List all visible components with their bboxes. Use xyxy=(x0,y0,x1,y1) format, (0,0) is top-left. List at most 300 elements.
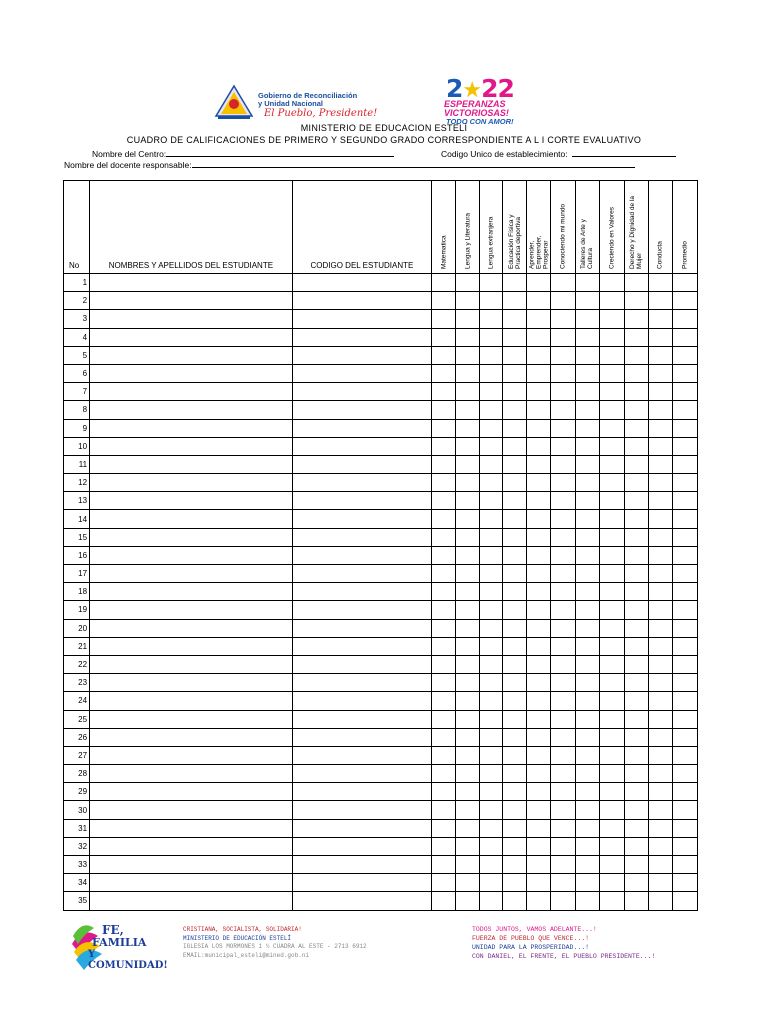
grade-cell-8[interactable] xyxy=(624,510,648,528)
grade-cell-1[interactable] xyxy=(456,637,480,655)
grade-cell-9[interactable] xyxy=(648,292,672,310)
student-code-cell[interactable] xyxy=(292,819,431,837)
grade-cell-10[interactable] xyxy=(672,474,697,492)
grade-cell-0[interactable] xyxy=(432,583,456,601)
grade-cell-0[interactable] xyxy=(432,746,456,764)
grade-cell-1[interactable] xyxy=(456,619,480,637)
grade-cell-2[interactable] xyxy=(480,637,503,655)
grade-cell-4[interactable] xyxy=(527,310,551,328)
grade-cell-4[interactable] xyxy=(527,274,551,292)
grade-cell-1[interactable] xyxy=(456,765,480,783)
grade-cell-4[interactable] xyxy=(527,455,551,473)
student-name-cell[interactable] xyxy=(90,364,293,382)
grade-cell-0[interactable] xyxy=(432,274,456,292)
grade-cell-8[interactable] xyxy=(624,892,648,910)
grade-cell-10[interactable] xyxy=(672,692,697,710)
grade-cell-9[interactable] xyxy=(648,565,672,583)
grade-cell-1[interactable] xyxy=(456,292,480,310)
student-name-cell[interactable] xyxy=(90,528,293,546)
grade-cell-8[interactable] xyxy=(624,419,648,437)
grade-cell-3[interactable] xyxy=(503,765,527,783)
grade-cell-10[interactable] xyxy=(672,292,697,310)
grade-cell-0[interactable] xyxy=(432,419,456,437)
student-name-cell[interactable] xyxy=(90,746,293,764)
grade-cell-0[interactable] xyxy=(432,346,456,364)
student-name-cell[interactable] xyxy=(90,728,293,746)
grade-cell-4[interactable] xyxy=(527,728,551,746)
grade-cell-1[interactable] xyxy=(456,892,480,910)
grade-cell-8[interactable] xyxy=(624,292,648,310)
grade-cell-6[interactable] xyxy=(575,801,599,819)
grade-cell-0[interactable] xyxy=(432,364,456,382)
grade-cell-4[interactable] xyxy=(527,601,551,619)
grade-cell-9[interactable] xyxy=(648,856,672,874)
grade-cell-4[interactable] xyxy=(527,328,551,346)
grade-cell-10[interactable] xyxy=(672,510,697,528)
student-code-cell[interactable] xyxy=(292,510,431,528)
grade-cell-5[interactable] xyxy=(551,383,575,401)
grade-cell-5[interactable] xyxy=(551,474,575,492)
student-code-cell[interactable] xyxy=(292,637,431,655)
grade-cell-6[interactable] xyxy=(575,692,599,710)
grade-cell-3[interactable] xyxy=(503,746,527,764)
grade-cell-2[interactable] xyxy=(480,874,503,892)
grade-cell-9[interactable] xyxy=(648,819,672,837)
grade-cell-7[interactable] xyxy=(599,310,624,328)
grade-cell-6[interactable] xyxy=(575,546,599,564)
grade-cell-1[interactable] xyxy=(456,528,480,546)
student-code-cell[interactable] xyxy=(292,546,431,564)
grade-cell-2[interactable] xyxy=(480,474,503,492)
grade-cell-6[interactable] xyxy=(575,837,599,855)
student-name-cell[interactable] xyxy=(90,619,293,637)
grade-cell-9[interactable] xyxy=(648,601,672,619)
grade-cell-2[interactable] xyxy=(480,819,503,837)
grade-cell-3[interactable] xyxy=(503,328,527,346)
grade-cell-8[interactable] xyxy=(624,601,648,619)
student-name-cell[interactable] xyxy=(90,565,293,583)
grade-cell-0[interactable] xyxy=(432,892,456,910)
student-code-cell[interactable] xyxy=(292,692,431,710)
grade-cell-2[interactable] xyxy=(480,328,503,346)
grade-cell-3[interactable] xyxy=(503,619,527,637)
grade-cell-3[interactable] xyxy=(503,819,527,837)
grade-cell-2[interactable] xyxy=(480,692,503,710)
grade-cell-7[interactable] xyxy=(599,328,624,346)
grade-cell-2[interactable] xyxy=(480,274,503,292)
grade-cell-7[interactable] xyxy=(599,364,624,382)
grade-cell-5[interactable] xyxy=(551,437,575,455)
grade-cell-2[interactable] xyxy=(480,746,503,764)
grade-cell-8[interactable] xyxy=(624,274,648,292)
grade-cell-6[interactable] xyxy=(575,655,599,673)
student-code-cell[interactable] xyxy=(292,274,431,292)
grade-cell-5[interactable] xyxy=(551,455,575,473)
grade-cell-10[interactable] xyxy=(672,565,697,583)
student-code-cell[interactable] xyxy=(292,601,431,619)
student-name-cell[interactable] xyxy=(90,474,293,492)
grade-cell-2[interactable] xyxy=(480,364,503,382)
grade-cell-0[interactable] xyxy=(432,310,456,328)
grade-cell-3[interactable] xyxy=(503,874,527,892)
grade-cell-2[interactable] xyxy=(480,765,503,783)
grade-cell-6[interactable] xyxy=(575,346,599,364)
grade-cell-10[interactable] xyxy=(672,583,697,601)
grade-cell-6[interactable] xyxy=(575,856,599,874)
grade-cell-5[interactable] xyxy=(551,819,575,837)
grade-cell-8[interactable] xyxy=(624,346,648,364)
grade-cell-10[interactable] xyxy=(672,274,697,292)
grade-cell-1[interactable] xyxy=(456,455,480,473)
grade-cell-0[interactable] xyxy=(432,546,456,564)
codigo-field[interactable] xyxy=(572,147,676,157)
grade-cell-2[interactable] xyxy=(480,546,503,564)
grade-cell-1[interactable] xyxy=(456,801,480,819)
grade-cell-9[interactable] xyxy=(648,419,672,437)
grade-cell-7[interactable] xyxy=(599,746,624,764)
grade-cell-4[interactable] xyxy=(527,546,551,564)
grade-cell-3[interactable] xyxy=(503,510,527,528)
grade-cell-5[interactable] xyxy=(551,692,575,710)
student-name-cell[interactable] xyxy=(90,401,293,419)
grade-cell-6[interactable] xyxy=(575,874,599,892)
grade-cell-0[interactable] xyxy=(432,728,456,746)
grade-cell-10[interactable] xyxy=(672,819,697,837)
grade-cell-0[interactable] xyxy=(432,437,456,455)
student-name-cell[interactable] xyxy=(90,801,293,819)
grade-cell-9[interactable] xyxy=(648,837,672,855)
grade-cell-6[interactable] xyxy=(575,892,599,910)
grade-cell-6[interactable] xyxy=(575,783,599,801)
grade-cell-9[interactable] xyxy=(648,801,672,819)
grade-cell-9[interactable] xyxy=(648,637,672,655)
student-code-cell[interactable] xyxy=(292,292,431,310)
student-code-cell[interactable] xyxy=(292,419,431,437)
grade-cell-1[interactable] xyxy=(456,364,480,382)
grade-cell-4[interactable] xyxy=(527,565,551,583)
grade-cell-4[interactable] xyxy=(527,674,551,692)
grade-cell-1[interactable] xyxy=(456,383,480,401)
grade-cell-3[interactable] xyxy=(503,655,527,673)
grade-cell-4[interactable] xyxy=(527,383,551,401)
grade-cell-0[interactable] xyxy=(432,655,456,673)
grade-cell-5[interactable] xyxy=(551,674,575,692)
grade-cell-5[interactable] xyxy=(551,637,575,655)
student-code-cell[interactable] xyxy=(292,328,431,346)
grade-cell-8[interactable] xyxy=(624,637,648,655)
grade-cell-10[interactable] xyxy=(672,801,697,819)
student-code-cell[interactable] xyxy=(292,364,431,382)
grade-cell-7[interactable] xyxy=(599,655,624,673)
grade-cell-5[interactable] xyxy=(551,565,575,583)
grade-cell-7[interactable] xyxy=(599,455,624,473)
grade-cell-10[interactable] xyxy=(672,619,697,637)
grade-cell-0[interactable] xyxy=(432,710,456,728)
student-name-cell[interactable] xyxy=(90,765,293,783)
grade-cell-2[interactable] xyxy=(480,619,503,637)
grade-cell-7[interactable] xyxy=(599,765,624,783)
grade-cell-9[interactable] xyxy=(648,328,672,346)
student-code-cell[interactable] xyxy=(292,492,431,510)
grade-cell-6[interactable] xyxy=(575,492,599,510)
grade-cell-7[interactable] xyxy=(599,874,624,892)
grade-cell-6[interactable] xyxy=(575,310,599,328)
grade-cell-5[interactable] xyxy=(551,892,575,910)
grade-cell-4[interactable] xyxy=(527,437,551,455)
grade-cell-1[interactable] xyxy=(456,510,480,528)
grade-cell-9[interactable] xyxy=(648,583,672,601)
grade-cell-8[interactable] xyxy=(624,619,648,637)
grade-cell-0[interactable] xyxy=(432,801,456,819)
student-name-cell[interactable] xyxy=(90,383,293,401)
grade-cell-4[interactable] xyxy=(527,746,551,764)
grade-cell-7[interactable] xyxy=(599,546,624,564)
grade-cell-8[interactable] xyxy=(624,765,648,783)
grade-cell-4[interactable] xyxy=(527,492,551,510)
grade-cell-0[interactable] xyxy=(432,692,456,710)
grade-cell-7[interactable] xyxy=(599,474,624,492)
grade-cell-4[interactable] xyxy=(527,637,551,655)
student-code-cell[interactable] xyxy=(292,783,431,801)
grade-cell-5[interactable] xyxy=(551,837,575,855)
grade-cell-4[interactable] xyxy=(527,510,551,528)
grade-cell-2[interactable] xyxy=(480,346,503,364)
grade-cell-5[interactable] xyxy=(551,364,575,382)
grade-cell-7[interactable] xyxy=(599,637,624,655)
grade-cell-3[interactable] xyxy=(503,274,527,292)
grade-cell-5[interactable] xyxy=(551,546,575,564)
grade-cell-4[interactable] xyxy=(527,783,551,801)
student-code-cell[interactable] xyxy=(292,583,431,601)
student-code-cell[interactable] xyxy=(292,565,431,583)
grade-cell-3[interactable] xyxy=(503,474,527,492)
grade-cell-5[interactable] xyxy=(551,619,575,637)
grade-cell-5[interactable] xyxy=(551,801,575,819)
grade-cell-2[interactable] xyxy=(480,383,503,401)
grade-cell-4[interactable] xyxy=(527,292,551,310)
grade-cell-9[interactable] xyxy=(648,728,672,746)
grade-cell-1[interactable] xyxy=(456,674,480,692)
grade-cell-3[interactable] xyxy=(503,856,527,874)
student-name-cell[interactable] xyxy=(90,819,293,837)
student-name-cell[interactable] xyxy=(90,674,293,692)
student-code-cell[interactable] xyxy=(292,674,431,692)
grade-cell-8[interactable] xyxy=(624,655,648,673)
student-name-cell[interactable] xyxy=(90,274,293,292)
grade-cell-0[interactable] xyxy=(432,455,456,473)
grade-cell-10[interactable] xyxy=(672,401,697,419)
student-name-cell[interactable] xyxy=(90,492,293,510)
grade-cell-4[interactable] xyxy=(527,856,551,874)
student-name-cell[interactable] xyxy=(90,637,293,655)
grade-cell-7[interactable] xyxy=(599,783,624,801)
grade-cell-5[interactable] xyxy=(551,328,575,346)
grade-cell-7[interactable] xyxy=(599,692,624,710)
student-name-cell[interactable] xyxy=(90,510,293,528)
grade-cell-5[interactable] xyxy=(551,655,575,673)
grade-cell-2[interactable] xyxy=(480,601,503,619)
student-code-cell[interactable] xyxy=(292,856,431,874)
grade-cell-5[interactable] xyxy=(551,746,575,764)
grade-cell-2[interactable] xyxy=(480,674,503,692)
grade-cell-7[interactable] xyxy=(599,674,624,692)
grade-cell-1[interactable] xyxy=(456,728,480,746)
grade-cell-0[interactable] xyxy=(432,819,456,837)
student-code-cell[interactable] xyxy=(292,437,431,455)
grade-cell-9[interactable] xyxy=(648,619,672,637)
grade-cell-6[interactable] xyxy=(575,401,599,419)
grade-cell-3[interactable] xyxy=(503,310,527,328)
grade-cell-10[interactable] xyxy=(672,637,697,655)
grade-cell-10[interactable] xyxy=(672,492,697,510)
grade-cell-5[interactable] xyxy=(551,292,575,310)
grade-cell-3[interactable] xyxy=(503,364,527,382)
student-name-cell[interactable] xyxy=(90,346,293,364)
grade-cell-3[interactable] xyxy=(503,346,527,364)
student-code-cell[interactable] xyxy=(292,746,431,764)
student-name-cell[interactable] xyxy=(90,710,293,728)
student-code-cell[interactable] xyxy=(292,474,431,492)
student-name-cell[interactable] xyxy=(90,583,293,601)
grade-cell-0[interactable] xyxy=(432,765,456,783)
grade-cell-3[interactable] xyxy=(503,292,527,310)
grade-cell-5[interactable] xyxy=(551,765,575,783)
grade-cell-10[interactable] xyxy=(672,710,697,728)
grade-cell-7[interactable] xyxy=(599,346,624,364)
grade-cell-1[interactable] xyxy=(456,492,480,510)
grade-cell-0[interactable] xyxy=(432,383,456,401)
grade-cell-4[interactable] xyxy=(527,346,551,364)
grade-cell-9[interactable] xyxy=(648,401,672,419)
grade-cell-8[interactable] xyxy=(624,710,648,728)
grade-cell-1[interactable] xyxy=(456,601,480,619)
grade-cell-2[interactable] xyxy=(480,655,503,673)
grade-cell-3[interactable] xyxy=(503,783,527,801)
grade-cell-8[interactable] xyxy=(624,692,648,710)
grade-cell-4[interactable] xyxy=(527,801,551,819)
grade-cell-2[interactable] xyxy=(480,783,503,801)
grade-cell-9[interactable] xyxy=(648,274,672,292)
grade-cell-7[interactable] xyxy=(599,292,624,310)
grade-cell-9[interactable] xyxy=(648,783,672,801)
grade-cell-7[interactable] xyxy=(599,710,624,728)
grade-cell-8[interactable] xyxy=(624,364,648,382)
grade-cell-2[interactable] xyxy=(480,856,503,874)
grade-cell-1[interactable] xyxy=(456,856,480,874)
student-name-cell[interactable] xyxy=(90,837,293,855)
grade-cell-9[interactable] xyxy=(648,383,672,401)
grade-cell-8[interactable] xyxy=(624,583,648,601)
grade-cell-3[interactable] xyxy=(503,401,527,419)
grade-cell-6[interactable] xyxy=(575,455,599,473)
grade-cell-3[interactable] xyxy=(503,692,527,710)
grade-cell-10[interactable] xyxy=(672,346,697,364)
grade-cell-10[interactable] xyxy=(672,674,697,692)
grade-cell-3[interactable] xyxy=(503,528,527,546)
grade-cell-6[interactable] xyxy=(575,437,599,455)
grade-cell-6[interactable] xyxy=(575,292,599,310)
grade-cell-1[interactable] xyxy=(456,546,480,564)
grade-cell-9[interactable] xyxy=(648,437,672,455)
grade-cell-3[interactable] xyxy=(503,637,527,655)
grade-cell-7[interactable] xyxy=(599,892,624,910)
student-name-cell[interactable] xyxy=(90,328,293,346)
grade-cell-8[interactable] xyxy=(624,565,648,583)
grade-cell-6[interactable] xyxy=(575,601,599,619)
student-code-cell[interactable] xyxy=(292,455,431,473)
grade-cell-1[interactable] xyxy=(456,655,480,673)
docente-field[interactable] xyxy=(192,158,635,168)
grade-cell-9[interactable] xyxy=(648,765,672,783)
grade-cell-10[interactable] xyxy=(672,310,697,328)
grade-cell-6[interactable] xyxy=(575,819,599,837)
grade-cell-0[interactable] xyxy=(432,492,456,510)
grade-cell-8[interactable] xyxy=(624,783,648,801)
grade-cell-3[interactable] xyxy=(503,492,527,510)
grade-cell-2[interactable] xyxy=(480,455,503,473)
grade-cell-2[interactable] xyxy=(480,583,503,601)
grade-cell-9[interactable] xyxy=(648,655,672,673)
student-name-cell[interactable] xyxy=(90,856,293,874)
student-code-cell[interactable] xyxy=(292,619,431,637)
grade-cell-2[interactable] xyxy=(480,801,503,819)
grade-cell-1[interactable] xyxy=(456,874,480,892)
grade-cell-9[interactable] xyxy=(648,746,672,764)
grade-cell-1[interactable] xyxy=(456,474,480,492)
grade-cell-0[interactable] xyxy=(432,474,456,492)
grade-cell-3[interactable] xyxy=(503,837,527,855)
grade-cell-0[interactable] xyxy=(432,637,456,655)
grade-cell-6[interactable] xyxy=(575,419,599,437)
grade-cell-3[interactable] xyxy=(503,601,527,619)
grade-cell-4[interactable] xyxy=(527,892,551,910)
grade-cell-4[interactable] xyxy=(527,692,551,710)
grade-cell-3[interactable] xyxy=(503,801,527,819)
grade-cell-5[interactable] xyxy=(551,601,575,619)
student-code-cell[interactable] xyxy=(292,383,431,401)
grade-cell-5[interactable] xyxy=(551,856,575,874)
grade-cell-8[interactable] xyxy=(624,528,648,546)
grade-cell-5[interactable] xyxy=(551,583,575,601)
grade-cell-2[interactable] xyxy=(480,437,503,455)
grade-cell-9[interactable] xyxy=(648,455,672,473)
grade-cell-8[interactable] xyxy=(624,728,648,746)
grade-cell-1[interactable] xyxy=(456,783,480,801)
grade-cell-4[interactable] xyxy=(527,419,551,437)
grade-cell-8[interactable] xyxy=(624,383,648,401)
grade-cell-0[interactable] xyxy=(432,837,456,855)
grade-cell-2[interactable] xyxy=(480,837,503,855)
grade-cell-1[interactable] xyxy=(456,710,480,728)
grade-cell-9[interactable] xyxy=(648,674,672,692)
grade-cell-6[interactable] xyxy=(575,728,599,746)
grade-cell-5[interactable] xyxy=(551,401,575,419)
grade-cell-3[interactable] xyxy=(503,455,527,473)
grade-cell-1[interactable] xyxy=(456,419,480,437)
grade-cell-7[interactable] xyxy=(599,528,624,546)
grade-cell-3[interactable] xyxy=(503,437,527,455)
grade-cell-10[interactable] xyxy=(672,837,697,855)
grade-cell-10[interactable] xyxy=(672,728,697,746)
grade-cell-0[interactable] xyxy=(432,619,456,637)
centro-field[interactable] xyxy=(166,147,394,157)
grade-cell-8[interactable] xyxy=(624,674,648,692)
grade-cell-3[interactable] xyxy=(503,710,527,728)
grade-cell-8[interactable] xyxy=(624,310,648,328)
grade-cell-0[interactable] xyxy=(432,401,456,419)
grade-cell-8[interactable] xyxy=(624,837,648,855)
grade-cell-1[interactable] xyxy=(456,692,480,710)
